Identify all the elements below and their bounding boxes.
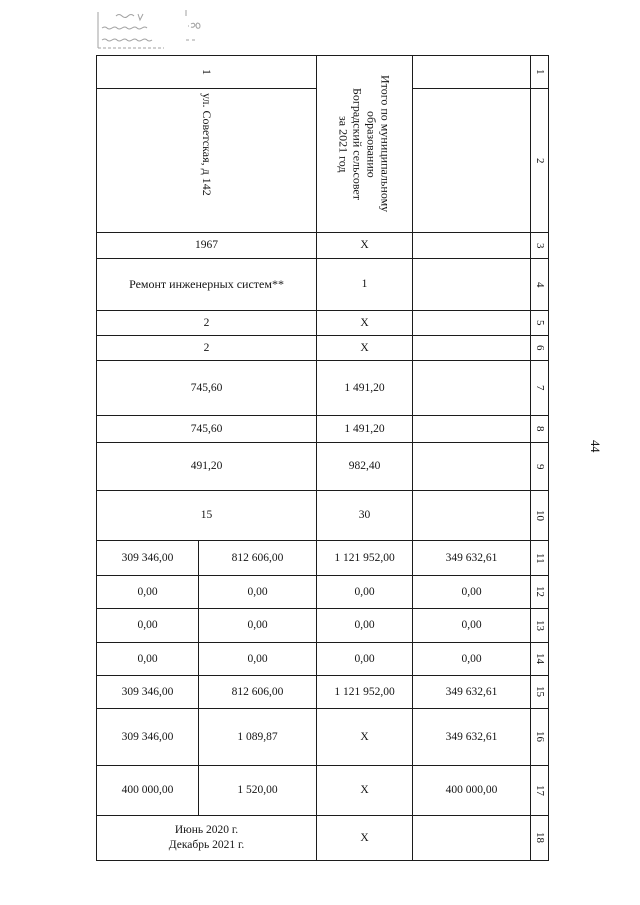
row-number-cell bbox=[531, 416, 549, 443]
row-number: 18 bbox=[534, 832, 546, 844]
header-address: ул. Советская, д 142 bbox=[200, 92, 214, 196]
table-row bbox=[97, 643, 549, 676]
header-cell-total bbox=[317, 56, 413, 233]
value-cell: 0,00 bbox=[199, 576, 317, 609]
row-number: 6 bbox=[534, 345, 546, 351]
row-number-cell bbox=[531, 259, 549, 311]
empty-cell bbox=[413, 336, 531, 361]
value-cell: 812 606,00 bbox=[199, 541, 317, 576]
header-column-number: 1 bbox=[200, 68, 214, 75]
stamp bbox=[94, 4, 209, 52]
row-number: 16 bbox=[534, 731, 546, 743]
row-number: 9 bbox=[534, 463, 546, 470]
period-start: Июнь 2020 г. bbox=[174, 824, 239, 836]
total-cell: 1 491,20 bbox=[317, 416, 413, 443]
row-number-cell bbox=[531, 609, 549, 643]
value-cell: 309 346,00 bbox=[97, 676, 199, 709]
value-cell: 1 089,87 bbox=[199, 709, 317, 766]
value-cell: 309 346,00 bbox=[97, 709, 199, 766]
table-row bbox=[97, 816, 549, 861]
row-number: 7 bbox=[534, 385, 546, 391]
header-total-line: Итого по муниципальному bbox=[378, 75, 393, 213]
value-cell: 491,20 bbox=[97, 443, 317, 491]
total-cell: 1 121 952,00 bbox=[317, 541, 413, 576]
value-cell: 0,00 bbox=[199, 609, 317, 643]
table-row bbox=[97, 233, 549, 259]
value-cell: Ремонт инженерных систем** bbox=[97, 259, 317, 311]
total-cell: 1 bbox=[317, 259, 413, 311]
empty-cell bbox=[413, 443, 531, 491]
table-row bbox=[97, 541, 549, 576]
empty-cell bbox=[413, 311, 531, 336]
total-cell: 1 491,20 bbox=[317, 361, 413, 416]
header-total-line: образованию bbox=[364, 110, 379, 178]
row-number-cell bbox=[531, 766, 549, 816]
empty-cell bbox=[413, 56, 531, 89]
table-row bbox=[97, 576, 549, 609]
row-number-cell bbox=[531, 89, 549, 233]
empty-cell bbox=[413, 491, 531, 541]
value-cell: 400 000,00 bbox=[413, 766, 531, 816]
total-cell: 0,00 bbox=[317, 576, 413, 609]
row-number-cell bbox=[531, 576, 549, 609]
row-number: 4 bbox=[534, 281, 546, 288]
value-cell: 745,60 bbox=[97, 361, 317, 416]
header-cell-address bbox=[97, 89, 317, 233]
row-number: 14 bbox=[534, 653, 546, 665]
table-row bbox=[97, 311, 549, 336]
table-row bbox=[97, 766, 549, 816]
table-row bbox=[97, 609, 549, 643]
empty-cell bbox=[413, 416, 531, 443]
total-cell: Х bbox=[317, 766, 413, 816]
header-total-title bbox=[337, 59, 393, 229]
total-cell: 0,00 bbox=[317, 643, 413, 676]
data-table bbox=[96, 55, 549, 861]
empty-cell bbox=[413, 816, 531, 861]
row-number-cell bbox=[531, 709, 549, 766]
table-row bbox=[97, 676, 549, 709]
total-cell: 30 bbox=[317, 491, 413, 541]
value-cell: 0,00 bbox=[97, 643, 199, 676]
value-cell: 349 632,61 bbox=[413, 676, 531, 709]
row-number: 8 bbox=[534, 426, 546, 432]
value-cell: 349 632,61 bbox=[413, 709, 531, 766]
table-row bbox=[97, 491, 549, 541]
row-number-cell bbox=[531, 233, 549, 259]
period-cell bbox=[97, 816, 317, 861]
value-cell: 2 bbox=[97, 336, 317, 361]
row-number: 13 bbox=[534, 619, 546, 631]
total-cell: 1 121 952,00 bbox=[317, 676, 413, 709]
value-cell: 349 632,61 bbox=[413, 541, 531, 576]
table-row bbox=[97, 336, 549, 361]
value-cell: 0,00 bbox=[97, 609, 199, 643]
value-cell: 812 606,00 bbox=[199, 676, 317, 709]
table-row bbox=[97, 56, 549, 89]
row-number: 3 bbox=[534, 242, 546, 249]
value-cell: 309 346,00 bbox=[97, 541, 199, 576]
row-number: 2 bbox=[534, 157, 546, 164]
value-cell: 15 bbox=[97, 491, 317, 541]
row-number-cell bbox=[531, 311, 549, 336]
row-number: 17 bbox=[534, 784, 546, 796]
row-number-cell bbox=[531, 361, 549, 416]
row-number: 11 bbox=[534, 552, 546, 564]
total-cell: Х bbox=[317, 709, 413, 766]
empty-cell bbox=[413, 233, 531, 259]
table-row bbox=[97, 443, 549, 491]
empty-cell bbox=[413, 259, 531, 311]
row-number-cell bbox=[531, 643, 549, 676]
row-number: 5 bbox=[534, 320, 546, 326]
value-cell: 0,00 bbox=[413, 643, 531, 676]
header-total-line: за 2021 год bbox=[336, 115, 351, 173]
header-total-line: Боградский сельсовет bbox=[350, 88, 365, 200]
row-number-cell bbox=[531, 816, 549, 861]
total-cell: Х bbox=[317, 336, 413, 361]
period-end: Декабрь 2021 г. bbox=[168, 839, 245, 851]
value-cell: 0,00 bbox=[97, 576, 199, 609]
row-number-cell bbox=[531, 676, 549, 709]
total-cell: 0,00 bbox=[317, 609, 413, 643]
value-cell: 0,00 bbox=[413, 576, 531, 609]
row-number-cell bbox=[531, 491, 549, 541]
table-row bbox=[97, 709, 549, 766]
table-row bbox=[97, 259, 549, 311]
row-number-cell bbox=[531, 443, 549, 491]
value-cell: 1967 bbox=[97, 233, 317, 259]
row-number: 12 bbox=[534, 586, 546, 598]
header-cell-number bbox=[97, 56, 317, 89]
value-cell: 745,60 bbox=[97, 416, 317, 443]
page-number: 44 bbox=[588, 440, 602, 453]
total-cell: Х bbox=[317, 233, 413, 259]
value-cell: 0,00 bbox=[413, 609, 531, 643]
empty-cell bbox=[413, 89, 531, 233]
row-number-cell bbox=[531, 56, 549, 89]
empty-cell bbox=[413, 361, 531, 416]
table-row bbox=[97, 361, 549, 416]
total-cell: Х bbox=[317, 311, 413, 336]
value-cell: 2 bbox=[97, 311, 317, 336]
row-number-cell bbox=[531, 541, 549, 576]
value-cell: 400 000,00 bbox=[97, 766, 199, 816]
row-number-cell bbox=[531, 336, 549, 361]
total-cell: 982,40 bbox=[317, 443, 413, 491]
total-cell: Х bbox=[317, 816, 413, 861]
table-row bbox=[97, 416, 549, 443]
value-cell: 1 520,00 bbox=[199, 766, 317, 816]
row-number: 10 bbox=[534, 509, 546, 521]
row-number: 15 bbox=[534, 686, 546, 698]
value-cell: 0,00 bbox=[199, 643, 317, 676]
row-number: 1 bbox=[534, 69, 546, 75]
